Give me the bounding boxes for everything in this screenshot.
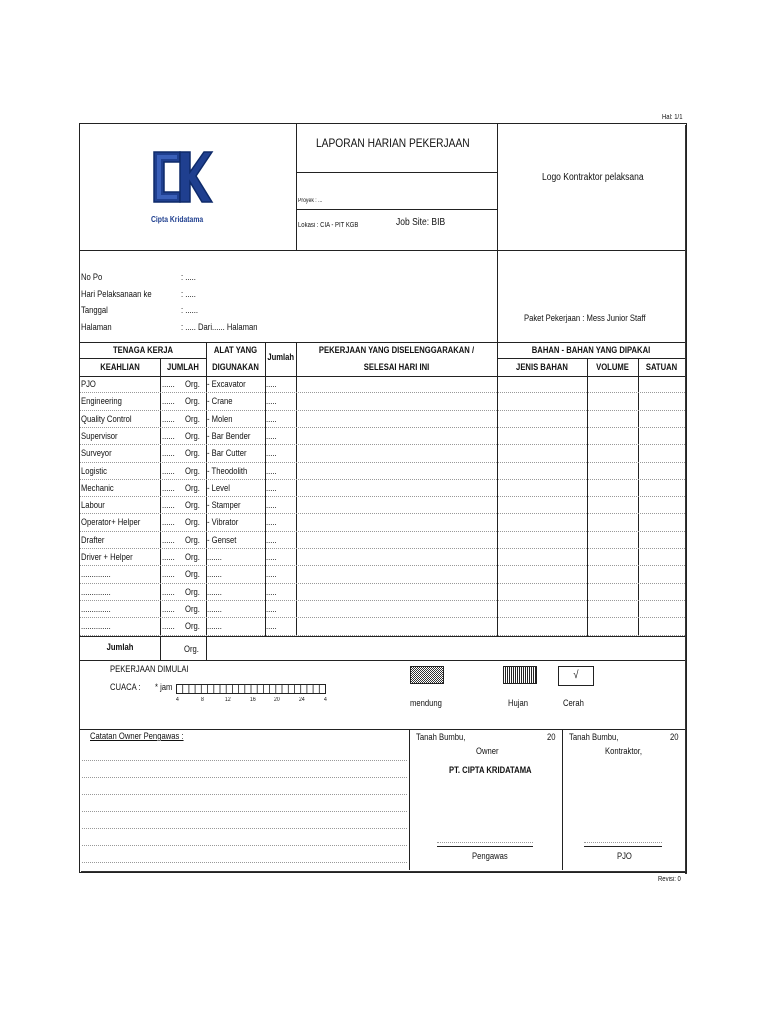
info-label: No Po xyxy=(81,272,103,282)
row-separator xyxy=(80,600,685,601)
row-org: Org. xyxy=(185,413,200,424)
owner-year: 20 xyxy=(547,732,556,742)
info-label: Tanggal xyxy=(81,305,108,315)
note-line[interactable] xyxy=(82,760,407,761)
row-separator xyxy=(80,427,685,428)
row-jumlah[interactable]: ...... xyxy=(162,448,175,459)
contractor-role: Kontraktor, xyxy=(605,746,643,756)
contractor-signature-dots[interactable] xyxy=(584,842,662,843)
row-org: Org. xyxy=(185,534,200,545)
owner-signature-line xyxy=(437,846,533,847)
row-org: Org. xyxy=(185,465,200,476)
pekerjaan-dimulai: PEKERJAAN DIMULAI xyxy=(110,664,189,674)
row-org: Org. xyxy=(185,448,200,459)
row-alat: - Genset xyxy=(207,534,237,545)
row-org: Org. xyxy=(185,500,200,511)
row-separator xyxy=(80,410,685,411)
company-name: Cipta Kridatama xyxy=(151,215,204,224)
total-org: Org. xyxy=(184,644,199,654)
row-keahlian: PJO xyxy=(81,379,96,389)
paket-pekerjaan: Paket Pekerjaan : Mess Junior Staff xyxy=(524,313,646,323)
row-qty[interactable]: ..... xyxy=(266,603,277,614)
info-label: Halaman xyxy=(81,321,112,332)
contractor-sign-label: PJO xyxy=(617,851,632,861)
header-pekerjaan-1: PEKERJAAN YANG DISELENGGARAKAN / xyxy=(318,345,475,355)
row-org: Org. xyxy=(185,379,200,389)
owner-place: Tanah Bumbu, xyxy=(416,732,466,742)
note-line[interactable] xyxy=(82,811,407,812)
contractor-signature-line xyxy=(584,846,662,847)
info-value[interactable]: : ..... xyxy=(181,288,196,299)
row-alat: - Bar Cutter xyxy=(207,448,247,459)
hujan-pattern-icon[interactable] xyxy=(503,666,537,684)
row-org: Org. xyxy=(185,586,200,597)
row-separator xyxy=(80,462,685,463)
row-qty[interactable]: ..... xyxy=(266,552,277,562)
row-keahlian: Engineering xyxy=(81,396,122,407)
catatan-label: Catatan Owner Pengawas : xyxy=(90,731,184,741)
row-org: Org. xyxy=(185,430,200,441)
cerah-checkbox[interactable] xyxy=(558,666,594,686)
hour-tick-label: 12 xyxy=(225,697,231,703)
row-qty[interactable]: ..... xyxy=(266,379,277,389)
row-keahlian: Labour xyxy=(81,500,105,511)
hour-tick-label: 20 xyxy=(274,697,281,703)
info-value[interactable]: : ..... Dari...... Halaman xyxy=(181,321,258,332)
total-label: Jumlah xyxy=(106,642,134,652)
cerah-label: Cerah xyxy=(563,698,584,708)
row-org: Org. xyxy=(185,621,200,632)
row-jumlah[interactable]: ...... xyxy=(162,482,175,493)
row-alat: - Stamper xyxy=(207,500,241,511)
job-site: Job Site: BIB xyxy=(396,217,446,228)
note-line[interactable] xyxy=(82,862,407,863)
check-icon: √ xyxy=(573,669,579,681)
note-line[interactable] xyxy=(82,794,407,795)
hour-tick-label: 16 xyxy=(249,697,256,703)
row-keahlian: Drafter xyxy=(81,534,105,545)
row-alat: - Vibrator xyxy=(207,517,239,528)
company-logo xyxy=(150,148,214,210)
row-org: Org. xyxy=(185,569,200,580)
contractor-place: Tanah Bumbu, xyxy=(569,732,619,742)
header-jumlah-alat: Jumlah xyxy=(267,352,295,362)
revision: Revisi: 0 xyxy=(658,876,681,883)
row-keahlian: Supervisor xyxy=(81,430,118,441)
header-tenaga-kerja: TENAGA KERJA xyxy=(112,345,174,355)
row-jumlah[interactable]: ...... xyxy=(162,621,175,632)
row-qty[interactable]: ..... xyxy=(266,465,277,476)
info-value[interactable]: : ...... xyxy=(181,305,199,315)
row-separator xyxy=(80,565,685,566)
row-alat: ....... xyxy=(207,586,222,597)
row-org: Org. xyxy=(185,396,200,407)
row-jumlah[interactable]: ...... xyxy=(162,534,175,545)
row-jumlah[interactable]: ...... xyxy=(162,517,175,528)
hour-bar-grid xyxy=(176,684,326,694)
page-number: Hal: 1/1 xyxy=(662,114,683,121)
header-volume: VOLUME xyxy=(596,362,629,372)
row-separator xyxy=(80,496,685,497)
row-keahlian: Logistic xyxy=(81,465,107,476)
row-jumlah[interactable]: ...... xyxy=(162,379,175,389)
row-jumlah[interactable]: ...... xyxy=(162,586,175,597)
row-qty[interactable]: ..... xyxy=(266,448,277,459)
row-qty[interactable]: ..... xyxy=(266,586,277,597)
row-alat: - Bar Bender xyxy=(207,430,251,441)
row-keahlian: Quality Control xyxy=(81,413,132,424)
row-keahlian: Operator+ Helper xyxy=(81,517,141,528)
row-qty[interactable]: ..... xyxy=(266,396,277,407)
row-alat: ....... xyxy=(207,603,222,614)
row-keahlian: .............. xyxy=(81,621,111,632)
row-separator xyxy=(80,444,685,445)
owner-signature-dots[interactable] xyxy=(437,842,533,843)
hour-bar xyxy=(176,681,326,691)
row-qty[interactable]: ..... xyxy=(266,482,277,493)
hour-tick-label: 24 xyxy=(299,697,305,703)
row-jumlah[interactable]: ...... xyxy=(162,603,175,614)
contractor-logo-placeholder: Logo Kontraktor pelaksana xyxy=(542,172,644,183)
report-title: LAPORAN HARIAN PEKERJAAN xyxy=(316,136,470,150)
header-jumlah: JUMLAH xyxy=(167,362,199,372)
row-jumlah[interactable]: ...... xyxy=(162,413,175,424)
header-bahan: BAHAN - BAHAN YANG DIPAKAI xyxy=(531,345,651,355)
row-jumlah[interactable]: ...... xyxy=(162,569,175,580)
row-jumlah[interactable]: ...... xyxy=(162,396,175,407)
row-jumlah[interactable]: ...... xyxy=(162,430,175,441)
row-separator xyxy=(80,548,685,549)
row-separator xyxy=(80,531,685,532)
owner-sign-label: Pengawas xyxy=(472,851,508,861)
row-separator xyxy=(80,392,685,393)
row-alat: ....... xyxy=(207,621,222,632)
row-alat: - Crane xyxy=(207,396,233,407)
row-separator xyxy=(80,513,685,514)
header-alat-1: ALAT YANG xyxy=(213,345,258,355)
row-qty[interactable]: ..... xyxy=(266,569,277,580)
mendung-label: mendung xyxy=(410,698,442,708)
row-jumlah[interactable]: ...... xyxy=(162,500,175,511)
row-qty[interactable]: ..... xyxy=(266,413,277,424)
jam-label: * jam xyxy=(155,682,173,692)
mendung-pattern-icon[interactable] xyxy=(410,666,444,684)
row-alat: - Level xyxy=(207,482,230,493)
header-keahlian: KEAHLIAN xyxy=(100,362,140,372)
row-org: Org. xyxy=(185,517,200,528)
info-value[interactable]: : ..... xyxy=(181,272,196,282)
row-alat: ....... xyxy=(207,569,222,580)
note-line[interactable] xyxy=(82,777,407,778)
row-separator xyxy=(80,479,685,480)
contractor-year: 20 xyxy=(670,732,679,742)
row-alat: - Theodolith xyxy=(207,465,248,476)
row-alat: - Molen xyxy=(207,413,233,424)
header-pekerjaan-2: SELESAI HARI INI xyxy=(363,362,430,372)
info-label: Hari Pelaksanaan ke xyxy=(81,288,152,299)
row-jumlah[interactable]: ...... xyxy=(162,465,175,476)
cuaca-label: CUACA : xyxy=(110,682,141,692)
header-jenis-bahan: JENIS BAHAN xyxy=(516,362,568,372)
row-qty[interactable]: ..... xyxy=(266,517,277,528)
row-org: Org. xyxy=(185,603,200,614)
row-keahlian: Surveyor xyxy=(81,448,112,459)
note-line[interactable] xyxy=(82,845,407,846)
row-alat: ....... xyxy=(207,552,222,562)
row-keahlian: .............. xyxy=(81,603,111,614)
proyek-label: Proyek : ... xyxy=(298,198,323,204)
hour-tick-label: 8 xyxy=(200,697,204,703)
row-keahlian: Driver + Helper xyxy=(81,552,133,562)
row-qty[interactable]: ..... xyxy=(266,430,277,441)
header-satuan: SATUAN xyxy=(645,362,678,372)
row-separator xyxy=(80,617,685,618)
hour-tick-label: 4 xyxy=(176,697,179,703)
ck-logo-icon xyxy=(150,148,214,210)
header-alat-2: DIGUNAKAN xyxy=(212,362,259,372)
owner-company: PT. CIPTA KRIDATAMA xyxy=(449,765,532,775)
row-keahlian: .............. xyxy=(81,569,111,580)
hour-tick-label: 4 xyxy=(323,697,327,703)
row-keahlian: Mechanic xyxy=(81,482,114,493)
row-keahlian: .............. xyxy=(81,586,111,597)
row-qty[interactable]: ..... xyxy=(266,621,277,632)
lokasi-label: Lokasi : CIA - PIT KGB xyxy=(298,222,359,229)
row-jumlah[interactable]: ...... xyxy=(162,552,175,562)
note-line[interactable] xyxy=(82,828,407,829)
row-alat: - Excavator xyxy=(207,379,246,389)
row-qty[interactable]: ..... xyxy=(266,500,277,511)
hujan-label: Hujan xyxy=(508,698,528,708)
row-org: Org. xyxy=(185,552,200,562)
row-separator xyxy=(80,583,685,584)
row-qty[interactable]: ..... xyxy=(266,534,277,545)
owner-role: Owner xyxy=(476,746,499,756)
row-org: Org. xyxy=(185,482,200,493)
